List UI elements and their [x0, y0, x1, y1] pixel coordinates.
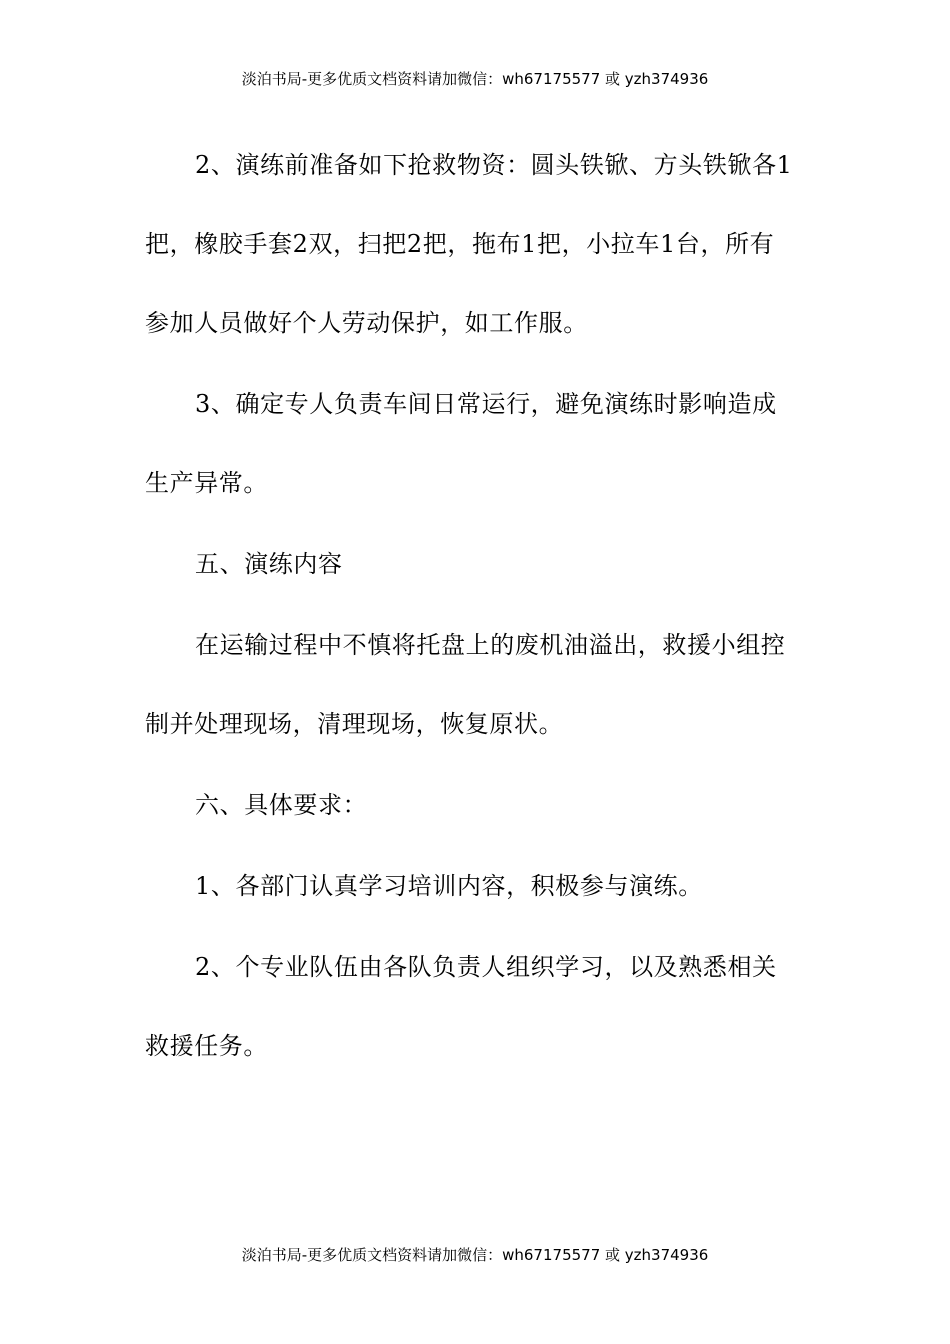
paragraph-drill-scenario: 在运输过程中不慎将托盘上的废机油溢出，救援小组控制并处理现场，清理现场，恢复原状。: [145, 631, 786, 738]
paragraph-dedicated-staff: 3、确定专人负责车间日常运行，避免演练时影响造成生产异常。: [145, 390, 777, 497]
paragraph-supplies: 2、演练前准备如下抢救物资：圆头铁锨、方头铁锨各1把，橡胶手套2双，扫把2把，拖布1把，小拉车1台，所有参加人员做好个人劳动保护，如工作服。: [145, 151, 793, 337]
paragraph-requirement-1: 1、各部门认真学习培训内容，积极参与演练。: [195, 872, 703, 900]
document-body: [145, 126, 797, 1088]
page-footer-watermark: 淡泊书局-更多优质文档资料请加微信：wh67175577 或 yzh374936: [241, 1246, 709, 1264]
paragraph-requirement-2: 2、个专业队伍由各队负责人组织学习，以及熟悉相关救援任务。: [145, 953, 777, 1060]
section-heading-drill-content: 五、演练内容: [195, 550, 343, 578]
page-header-watermark: 淡泊书局-更多优质文档资料请加微信：wh67175577 或 yzh374936: [241, 70, 709, 88]
section-heading-requirements: 六、具体要求：: [195, 791, 368, 819]
